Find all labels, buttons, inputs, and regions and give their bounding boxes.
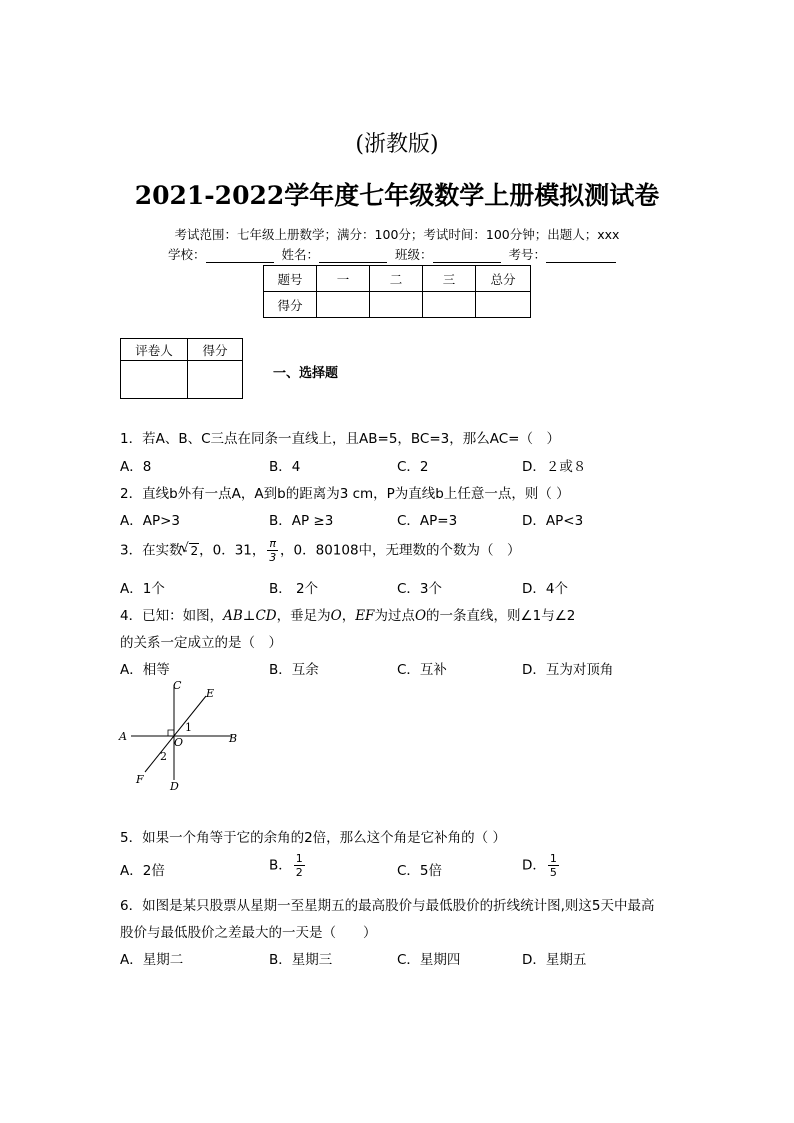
- score-header-cell: 三: [423, 266, 476, 292]
- exam-number-label: 考号：: [508, 247, 547, 262]
- q1-option-c[interactable]: C．2: [397, 459, 429, 475]
- question-4-text: [120, 604, 575, 624]
- q4-text-d: 为过点: [374, 608, 415, 624]
- exam-number-field[interactable]: [546, 248, 616, 263]
- q4-math-ef: EF: [355, 608, 375, 624]
- q4-text-a: 4．已知：如图，: [120, 608, 224, 624]
- label-e: E: [206, 687, 215, 700]
- label-b: B: [229, 732, 238, 745]
- student-info-line: [168, 245, 620, 263]
- pi-over-3-fraction: [267, 537, 278, 564]
- q5-option-c[interactable]: C．5倍: [397, 863, 443, 879]
- q4-text-c: ，: [341, 608, 356, 624]
- angle-1-label: 1: [185, 721, 192, 734]
- question-3-text: [120, 537, 521, 564]
- exam-scope: 考试范围：七年级上册数学；满分：100分；考试时间：100分钟；出题人；xxx: [174, 227, 620, 242]
- q3-option-b[interactable]: B． 2个: [269, 581, 319, 597]
- score-header-cell: 二: [370, 266, 423, 292]
- score-cell[interactable]: [423, 292, 476, 318]
- score-header-cell: 总分: [476, 266, 531, 292]
- q2-option-d[interactable]: D．AP<3: [522, 513, 584, 529]
- score-row-label: 得分: [264, 292, 317, 318]
- question-1-text: 1．若A、B、C三点在同条一直线上，且AB=5，BC=3，那么AC=（ ）: [120, 431, 560, 447]
- q2-option-a[interactable]: A．AP>3: [120, 513, 181, 529]
- score-cell[interactable]: [370, 292, 423, 318]
- fraction-numerator: 1: [549, 852, 557, 865]
- fraction-denominator: 3: [269, 551, 277, 564]
- fraction-denominator: 2: [295, 866, 303, 879]
- score-header-cell: 题号: [264, 266, 317, 292]
- score-table: [263, 265, 531, 318]
- name-field[interactable]: [319, 248, 387, 263]
- q1-option-b[interactable]: B．4: [269, 459, 301, 475]
- q3-option-a[interactable]: A．1个: [120, 581, 165, 597]
- question-6-line-1: 6．如图是某只股票从星期一至星期五的最高股价与最低股价的折线统计图,则这5天中最高: [120, 898, 655, 914]
- q5-option-b-prefix: B．: [269, 857, 292, 874]
- grader-cell[interactable]: [121, 361, 188, 399]
- exam-title: 2021-2022学年度七年级数学上册模拟测试卷: [134, 181, 660, 210]
- q4-option-b[interactable]: B．互余: [269, 662, 319, 678]
- q6-option-d[interactable]: D．星期五: [522, 952, 587, 968]
- school-field[interactable]: [206, 248, 274, 263]
- score-table-header-row: [264, 266, 531, 292]
- q4-option-d[interactable]: D．互为对顶角: [522, 662, 614, 678]
- score-cell[interactable]: [317, 292, 370, 318]
- line-ef: [145, 696, 206, 772]
- score-cell[interactable]: [476, 292, 531, 318]
- q1-option-a[interactable]: A．8: [120, 459, 152, 475]
- one-fifth-fraction: [548, 852, 559, 879]
- question-2-text: 2．直线b外有一点A，A到b的距离为3 cm，P为直线b上任意一点，则（ ）: [120, 486, 570, 502]
- grader-table: [120, 338, 243, 399]
- q6-option-a[interactable]: A．星期二: [120, 952, 184, 968]
- section-title: 一、选择题: [273, 366, 339, 381]
- q4-text-b: ，垂足为: [276, 608, 331, 624]
- question-6-line-2: 股价与最低股价之差最大的一天是（ ）: [120, 925, 377, 941]
- q4-math-ab-perp-cd: AB⊥CD: [223, 608, 277, 624]
- label-d: D: [170, 780, 179, 793]
- fraction-numerator: 1: [295, 852, 303, 865]
- q3-option-c[interactable]: C．3个: [397, 581, 443, 597]
- q3-text-a: 3．在实数-: [120, 542, 188, 559]
- q4-math-o-2: O: [414, 608, 427, 624]
- q5-option-a[interactable]: A．2倍: [120, 863, 165, 879]
- one-half-fraction: [294, 852, 305, 879]
- sqrt-expression: √ 2: [189, 543, 199, 558]
- grader-cell[interactable]: [188, 361, 243, 399]
- grader-header-cell: 评卷人: [121, 339, 188, 361]
- class-field[interactable]: [433, 248, 501, 263]
- label-f: F: [136, 773, 144, 786]
- angle-2-label: 2: [160, 750, 167, 763]
- score-header-cell: 一: [317, 266, 370, 292]
- fraction-denominator: 5: [549, 866, 557, 879]
- q2-option-b[interactable]: B．AP ≥3: [269, 513, 334, 529]
- q1-option-d[interactable]: D．２或８: [522, 459, 587, 475]
- edition-label: (浙教版): [355, 132, 439, 157]
- label-c: C: [173, 679, 182, 692]
- q2-option-c[interactable]: C．AP=3: [397, 513, 458, 529]
- grader-header-row: [121, 339, 243, 361]
- grader-header-cell: 得分: [188, 339, 243, 361]
- label-a: A: [119, 730, 127, 743]
- q4-option-a[interactable]: A．相等: [120, 662, 170, 678]
- q5-option-b[interactable]: [269, 852, 307, 879]
- geometry-figure: [115, 676, 255, 796]
- q6-option-b[interactable]: B．星期三: [269, 952, 333, 968]
- q3-text-b: ，0．31，: [199, 542, 266, 559]
- q3-option-d[interactable]: D．4个: [522, 581, 568, 597]
- name-label: 姓名：: [281, 247, 320, 262]
- q5-option-d-prefix: D．: [522, 857, 546, 874]
- q5-option-d[interactable]: [522, 852, 561, 879]
- class-label: 班级：: [395, 247, 433, 262]
- question-4-line-2: 的关系一定成立的是（ ）: [120, 635, 282, 651]
- q4-text-e: 的一条直线，则∠1与∠2: [426, 608, 576, 624]
- q4-math-o: O: [330, 608, 342, 624]
- score-table-score-row: [264, 292, 531, 318]
- question-5-text: 5．如果一个角等于它的余角的2倍，那么这个角是它补角的（ ）: [120, 830, 506, 846]
- school-label: 学校：: [168, 247, 206, 262]
- q6-option-c[interactable]: C．星期四: [397, 952, 461, 968]
- grader-blank-row: [121, 361, 243, 399]
- fraction-numerator: π: [269, 537, 277, 550]
- label-o: O: [174, 736, 184, 749]
- q3-text-c: ，0．80108中，无理数的个数为（ ）: [280, 542, 521, 559]
- q4-option-c[interactable]: C．互补: [397, 662, 447, 678]
